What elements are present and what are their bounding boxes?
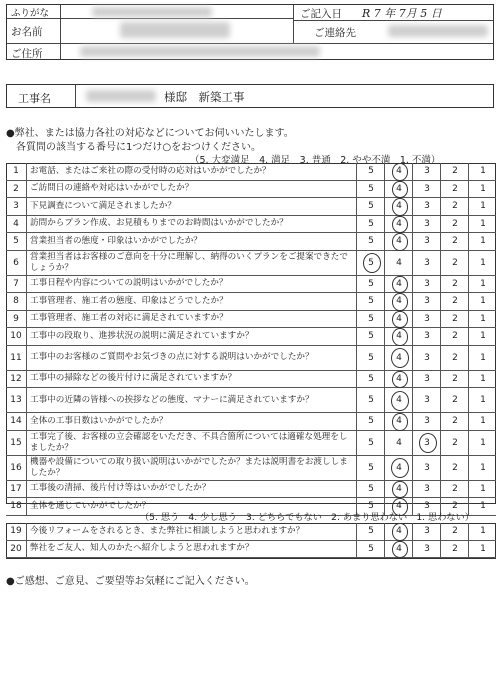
score-option-4[interactable]: 4	[384, 311, 413, 328]
score-option-5[interactable]: 5	[356, 311, 385, 328]
score-option-1[interactable]: 1	[468, 163, 497, 180]
question-number: 17	[6, 481, 27, 498]
score-option-4[interactable]: 4	[384, 198, 413, 215]
scale-legend-2: （5. 思う 4. 少し思う 3. どちらでもない 2. あまり思わない 1. 思わない）	[140, 512, 474, 523]
score-option-3[interactable]: 3	[412, 388, 441, 412]
score-option-1[interactable]: 1	[468, 413, 497, 430]
selected-answer-circle	[392, 311, 408, 329]
question-text: 工事完了後、お客様の立会確認をいただき、不具合箇所については適確な処理をしましたか？	[30, 431, 348, 453]
score-option-3[interactable]: 3	[412, 456, 441, 480]
selected-answer-circle	[391, 348, 409, 368]
question-text: 下見調査について満足されましたか？	[30, 200, 176, 211]
question-text: 営業担当者の態度・印象はいかがでしたか？	[30, 235, 202, 246]
question-row	[6, 388, 496, 413]
score-option-2[interactable]: 2	[440, 293, 469, 310]
score-option-3[interactable]: 3	[412, 163, 441, 180]
score-option-3[interactable]: 3	[412, 181, 441, 198]
question-text: 工事日程や内容についての説明はいかがでしたか？	[30, 278, 228, 289]
question-number: 11	[6, 346, 27, 370]
score-option-2[interactable]: 2	[440, 431, 469, 455]
redacted-furigana	[92, 7, 212, 17]
selected-answer-circle	[392, 198, 408, 216]
question-text: 工事中のお客様のご質問やお気づきの点に対する説明はいかがでしたか？	[30, 352, 314, 362]
question-number: 10	[6, 328, 27, 345]
score-option-2[interactable]: 2	[440, 541, 469, 558]
score-option-1[interactable]: 1	[468, 388, 497, 412]
score-option-3[interactable]: 3	[412, 328, 441, 345]
selected-answer-circle	[392, 328, 408, 346]
score-option-4[interactable]: 4	[384, 413, 413, 430]
question-number: 20	[6, 541, 27, 558]
score-option-5[interactable]: 5	[356, 328, 385, 345]
score-option-5[interactable]: 5	[356, 456, 385, 480]
question-text: 営業担当者はお客様のご意向を十分に理解し、納得のいくプランをご提案できたでしょうか？	[30, 251, 348, 273]
redacted-project	[86, 90, 156, 102]
score-option-4[interactable]: 4	[384, 251, 413, 275]
score-option-3[interactable]: 3	[412, 481, 441, 498]
question-row	[6, 371, 496, 389]
question-text: 全体の工事日数はいかがでしたか？	[30, 415, 168, 426]
selected-answer-circle	[391, 458, 409, 478]
score-option-4[interactable]: 4	[384, 523, 413, 540]
question-row	[6, 276, 496, 294]
score-option-1[interactable]: 1	[468, 541, 497, 558]
score-option-2[interactable]: 2	[440, 388, 469, 412]
score-option-5[interactable]: 5	[356, 388, 385, 412]
score-option-5[interactable]: 5	[356, 216, 385, 233]
question-text: 工事中の段取り、進捗状況の説明に満足されていますか？	[30, 330, 254, 341]
project-value: 様邸 新築工事	[164, 90, 245, 104]
question-row	[6, 413, 496, 431]
score-option-3[interactable]: 3	[412, 346, 441, 370]
score-option-4[interactable]: 4	[384, 388, 413, 412]
question-row	[6, 293, 496, 311]
score-option-1[interactable]: 1	[468, 311, 497, 328]
question-text: 全体を通じていかがでしたか？	[30, 500, 151, 511]
score-option-1[interactable]: 1	[468, 498, 497, 515]
question-number: 14	[6, 413, 27, 430]
score-option-5[interactable]: 5	[356, 181, 385, 198]
score-option-5[interactable]: 5	[356, 346, 385, 370]
score-option-3[interactable]: 3	[412, 251, 441, 275]
question-row	[6, 328, 496, 346]
score-option-2[interactable]: 2	[440, 198, 469, 215]
redacted-name	[120, 22, 230, 38]
score-option-1[interactable]: 1	[468, 276, 497, 293]
selected-answer-circle	[363, 253, 381, 273]
selected-answer-circle	[392, 541, 408, 559]
score-option-2[interactable]: 2	[440, 346, 469, 370]
question-text: 今後リフォームをされるとき、また弊社に相談しようと思われますか？	[30, 525, 305, 536]
contact-label: ご連絡先	[314, 27, 356, 39]
score-option-5[interactable]: 5	[356, 198, 385, 215]
score-option-2[interactable]: 2	[440, 181, 469, 198]
project-label: 工事名	[18, 92, 51, 105]
question-text: 工事管理者、施工者の対応に満足されていますか？	[30, 313, 228, 324]
comments-label: ●ご感想、ご意見、ご要望等お気軽にご記入ください。	[6, 576, 255, 587]
question-text: 工事後の清掃、後片付け等はいかがでしたか？	[30, 483, 211, 494]
selected-answer-circle	[392, 181, 408, 199]
divider	[7, 43, 493, 44]
question-row	[6, 456, 496, 481]
project-box	[6, 84, 494, 108]
score-option-4[interactable]: 4	[384, 293, 413, 310]
score-option-2[interactable]: 2	[440, 216, 469, 233]
question-number: 15	[6, 431, 27, 455]
question-text: 機器や設備についての取り扱い説明はいかがでしたか？または説明書をお渡ししましたか？	[30, 456, 348, 478]
redacted-contact	[388, 25, 488, 37]
score-option-3[interactable]: 3	[412, 413, 441, 430]
score-option-4[interactable]: 4	[384, 371, 413, 388]
score-option-5[interactable]: 5	[356, 251, 385, 275]
score-option-1[interactable]: 1	[468, 346, 497, 370]
intro-line2: 各質問の該当する番号に1つだけ○をおつけください。	[16, 142, 261, 153]
score-option-4[interactable]: 4	[384, 481, 413, 498]
score-option-5[interactable]: 5	[356, 276, 385, 293]
score-option-3[interactable]: 3	[412, 293, 441, 310]
score-option-4[interactable]: 4	[384, 498, 413, 515]
score-option-1[interactable]: 1	[468, 328, 497, 345]
question-text: 工事管理者、施工者の態度、印象はどうでしたか？	[30, 295, 228, 306]
selected-answer-circle	[392, 233, 408, 251]
score-option-4[interactable]: 4	[384, 163, 413, 180]
score-option-4[interactable]: 4	[384, 233, 413, 250]
score-option-3[interactable]: 3	[412, 233, 441, 250]
question-number: 9	[6, 311, 27, 328]
selected-answer-circle	[392, 481, 408, 499]
score-option-3[interactable]: 3	[412, 216, 441, 233]
score-option-5[interactable]: 5	[356, 431, 385, 455]
question-text: 工事中の近隣の皆様への挨拶などの態度、マナーに満足されていますか？	[30, 394, 314, 405]
divider	[7, 18, 293, 19]
divider	[293, 5, 294, 43]
selected-answer-circle	[392, 293, 408, 311]
score-option-4[interactable]: 4	[384, 276, 413, 293]
question-text: 弊社をご友人、知人のかたへ紹介しようと思われますか？	[30, 543, 254, 554]
address-label: ご住所	[11, 48, 43, 60]
selected-answer-circle	[392, 371, 408, 389]
question-row	[6, 181, 496, 199]
question-row	[6, 481, 496, 499]
score-option-2[interactable]: 2	[440, 328, 469, 345]
score-option-5[interactable]: 5	[356, 413, 385, 430]
question-number: 13	[6, 388, 27, 412]
score-option-2[interactable]: 2	[440, 163, 469, 180]
score-option-4[interactable]: 4	[384, 456, 413, 480]
question-number: 3	[6, 198, 27, 215]
score-option-2[interactable]: 2	[440, 481, 469, 498]
question-number: 5	[6, 233, 27, 250]
question-row	[6, 233, 496, 251]
question-number: 12	[6, 371, 27, 388]
date-label: ご記入日	[300, 8, 342, 20]
score-option-2[interactable]: 2	[440, 233, 469, 250]
question-number: 19	[6, 523, 27, 540]
score-option-2[interactable]: 2	[440, 498, 469, 515]
score-option-4[interactable]: 4	[384, 181, 413, 198]
score-option-5[interactable]: 5	[356, 371, 385, 388]
score-option-2[interactable]: 2	[440, 251, 469, 275]
question-row	[6, 541, 496, 559]
score-option-3[interactable]: 3	[412, 311, 441, 328]
score-option-2[interactable]: 2	[440, 371, 469, 388]
question-row	[6, 163, 496, 181]
question-text: 工事中の掃除などの後片付けに満足されていますか？	[30, 373, 237, 384]
question-number: 4	[6, 216, 27, 233]
score-option-1[interactable]: 1	[468, 216, 497, 233]
question-row	[6, 346, 496, 371]
score-option-3[interactable]: 3	[412, 498, 441, 515]
score-option-2[interactable]: 2	[440, 413, 469, 430]
question-number: 2	[6, 181, 27, 198]
score-option-1[interactable]: 1	[468, 431, 497, 455]
question-text: お電話、またはご来社の際の受付時の応対はいかがでしたか？	[30, 165, 271, 176]
furigana-label: ふりがな	[11, 8, 50, 19]
question-text: ご訪問日の連絡や対応はいかがでしたか？	[30, 183, 194, 194]
score-option-2[interactable]: 2	[440, 276, 469, 293]
selected-answer-circle	[392, 523, 408, 541]
score-option-5[interactable]: 5	[356, 523, 385, 540]
selected-answer-circle	[392, 163, 408, 181]
score-option-3[interactable]: 3	[412, 276, 441, 293]
question-number: 6	[6, 251, 27, 275]
divider	[60, 5, 61, 59]
score-option-5[interactable]: 5	[356, 498, 385, 515]
score-option-1[interactable]: 1	[468, 251, 497, 275]
score-option-1[interactable]: 1	[468, 371, 497, 388]
question-number: 18	[6, 498, 27, 515]
score-option-1[interactable]: 1	[468, 181, 497, 198]
question-number: 1	[6, 163, 27, 180]
divider	[75, 85, 76, 107]
score-option-1[interactable]: 1	[468, 523, 497, 540]
score-option-4[interactable]: 4	[384, 541, 413, 558]
selected-answer-circle	[391, 391, 409, 411]
selected-answer-circle	[392, 276, 408, 294]
selected-answer-circle	[392, 413, 408, 431]
score-option-3[interactable]: 3	[412, 198, 441, 215]
score-option-4[interactable]: 4	[384, 431, 413, 455]
score-option-1[interactable]: 1	[468, 293, 497, 310]
score-option-2[interactable]: 2	[440, 311, 469, 328]
score-option-1[interactable]: 1	[468, 198, 497, 215]
score-option-4[interactable]: 4	[384, 216, 413, 233]
question-row	[6, 311, 496, 329]
question-row	[6, 198, 496, 216]
selected-answer-circle	[419, 433, 437, 453]
selected-answer-circle	[392, 216, 408, 234]
redacted-address	[80, 46, 320, 57]
score-option-5[interactable]: 5	[356, 233, 385, 250]
question-number: 16	[6, 456, 27, 480]
question-number: 7	[6, 276, 27, 293]
score-option-5[interactable]: 5	[356, 541, 385, 558]
date-value: R 7 年 7月 5 日	[362, 7, 442, 20]
score-option-2[interactable]: 2	[440, 523, 469, 540]
score-option-3[interactable]: 3	[412, 371, 441, 388]
score-option-5[interactable]: 5	[356, 293, 385, 310]
question-row	[6, 216, 496, 234]
score-option-1[interactable]: 1	[468, 456, 497, 480]
intro-line1: ●弊社、または協力各社の対応などについてお伺いいたします。	[6, 128, 294, 139]
question-row	[6, 251, 496, 276]
score-option-5[interactable]: 5	[356, 163, 385, 180]
score-option-2[interactable]: 2	[440, 456, 469, 480]
score-option-3[interactable]: 3	[412, 541, 441, 558]
question-text: 訪問からプラン作成、お見積もりまでのお時間はいかがでしたか？	[30, 218, 288, 229]
score-option-5[interactable]: 5	[356, 481, 385, 498]
scale-legend: （5. 大変満足 4. 満足 3. 普通 2. やや不満 1. 不満）	[190, 155, 441, 166]
question-row	[6, 523, 496, 541]
score-option-1[interactable]: 1	[468, 233, 497, 250]
score-option-4[interactable]: 4	[384, 328, 413, 345]
score-option-1[interactable]: 1	[468, 481, 497, 498]
score-option-4[interactable]: 4	[384, 346, 413, 370]
name-label: お名前	[11, 26, 43, 38]
score-option-3[interactable]: 3	[412, 523, 441, 540]
question-row	[6, 431, 496, 456]
score-option-3[interactable]: 3	[412, 431, 441, 455]
question-number: 8	[6, 293, 27, 310]
